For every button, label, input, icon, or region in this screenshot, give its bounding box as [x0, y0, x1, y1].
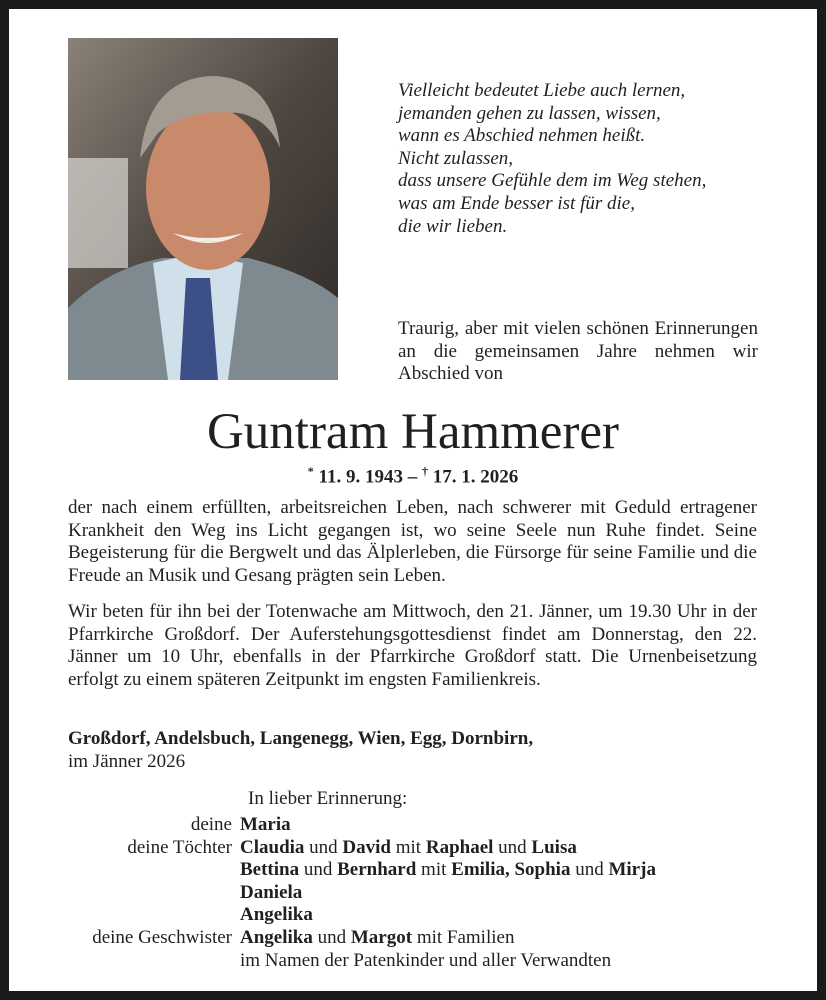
names-line: [240, 950, 611, 973]
names-line: [240, 882, 656, 905]
death-date: 17. 1. 2026: [432, 466, 519, 488]
poem-line: Vielleicht bedeutet Liebe auch lernen,: [398, 80, 686, 101]
poem-line: jemanden gehen zu lassen, wissen,: [398, 102, 661, 124]
family-member-name: Mirja: [608, 859, 656, 881]
connector-text: mit: [391, 836, 426, 858]
relation-label: deine Geschwister: [92, 926, 232, 948]
deceased-name: Guntram Hammerer: [206, 404, 620, 460]
portrait-photo: [68, 38, 338, 380]
names: [240, 837, 656, 927]
relation-label: deine Töchter: [127, 836, 232, 858]
family-list: [0, 814, 826, 972]
date-line: im Jänner 2026: [68, 750, 186, 772]
connector-text: und: [299, 859, 338, 881]
names-line: [240, 814, 291, 837]
connector-text: mit Familien: [412, 926, 515, 948]
service-paragraph: Wir beten für ihn bei der Totenwache am Mittwoch, den 21. Jänner, um 19.30 Uhr in der Pfarrkirche Großdorf. Der Auferstehungsgottesdienst findet am Donnerstag, den 22. Jänner um 10 Uhr, ebenfalls in der Pfarrkirche Großdorf statt. Die Urnenbeisetzung erfolgt zu einem späteren Zeitpunkt im engsten Familienkreis.: [68, 601, 757, 690]
relation-label: deine: [190, 814, 232, 835]
connector-text: und: [493, 836, 532, 858]
poem-line: was am Ende besser ist für die,: [398, 192, 635, 214]
family-member-name: Daniela: [240, 881, 303, 903]
names-line: [240, 904, 656, 927]
family-row: [0, 814, 826, 837]
names: [240, 927, 611, 972]
names-line: [240, 859, 656, 882]
poem-line: Nicht zulassen,: [398, 147, 514, 169]
family-member-name: Bernhard: [337, 859, 417, 881]
family-row: [0, 927, 826, 972]
family-member-name: David: [342, 836, 391, 858]
life-paragraph: der nach einem erfüllten, arbeitsreichen Leben, nach schwerer mit Geduld ertragener Krankheit den Weg ins Licht gegangen ist, wo seine Seele nun Ruhe findet. Seine Begeisterung für die Bergwelt und das Älplerleben, die Fürsorge für seine Familie und die Freude an Musik und Gesang prägten sein Leben.: [68, 497, 757, 586]
connector-text: und: [570, 859, 609, 881]
family-row: [0, 837, 826, 927]
date-separator: –: [402, 466, 422, 488]
poem-quote: [398, 80, 758, 238]
family-member-name: Bettina: [240, 859, 300, 881]
family-member-name: Claudia: [240, 836, 305, 858]
poem-line: die wir lieben.: [398, 215, 508, 237]
names-line: [240, 927, 611, 950]
names-line: [240, 837, 656, 860]
family-member-name: Maria: [240, 814, 291, 835]
family-member-name: Margot: [350, 926, 413, 948]
family-member-name: Luisa: [531, 836, 577, 858]
connector-text: mit: [416, 859, 452, 881]
memory-heading: In lieber Erinnerung:: [248, 788, 408, 809]
family-member-name: Angelika: [240, 926, 313, 948]
birth-date: 11. 9. 1943: [318, 466, 403, 488]
poem-line: wann es Abschied nehmen heißt.: [398, 125, 646, 147]
birth-symbol: *: [307, 464, 314, 478]
connector-text: und: [312, 926, 351, 948]
names: [240, 814, 291, 837]
death-symbol: †: [421, 464, 428, 478]
connector-text: und: [304, 836, 343, 858]
family-member-name: Raphael: [425, 836, 494, 858]
family-member-name: Angelika: [240, 904, 313, 926]
life-dates: [0, 464, 826, 488]
intro-text: Traurig, aber mit vielen schönen Erinnerungen an die gemeinsamen Jahre nehmen wir Abschied von: [398, 318, 758, 385]
family-member-name: Emilia, Sophia: [451, 859, 571, 881]
places-block: [68, 728, 533, 773]
connector-text: im Namen der Patenkinder und aller Verwandten: [240, 949, 612, 971]
poem-line: dass unsere Gefühle dem im Weg stehen,: [398, 170, 707, 192]
places-list: Großdorf, Andelsbuch, Langenegg, Wien, Egg, Dornbirn,: [68, 728, 534, 749]
